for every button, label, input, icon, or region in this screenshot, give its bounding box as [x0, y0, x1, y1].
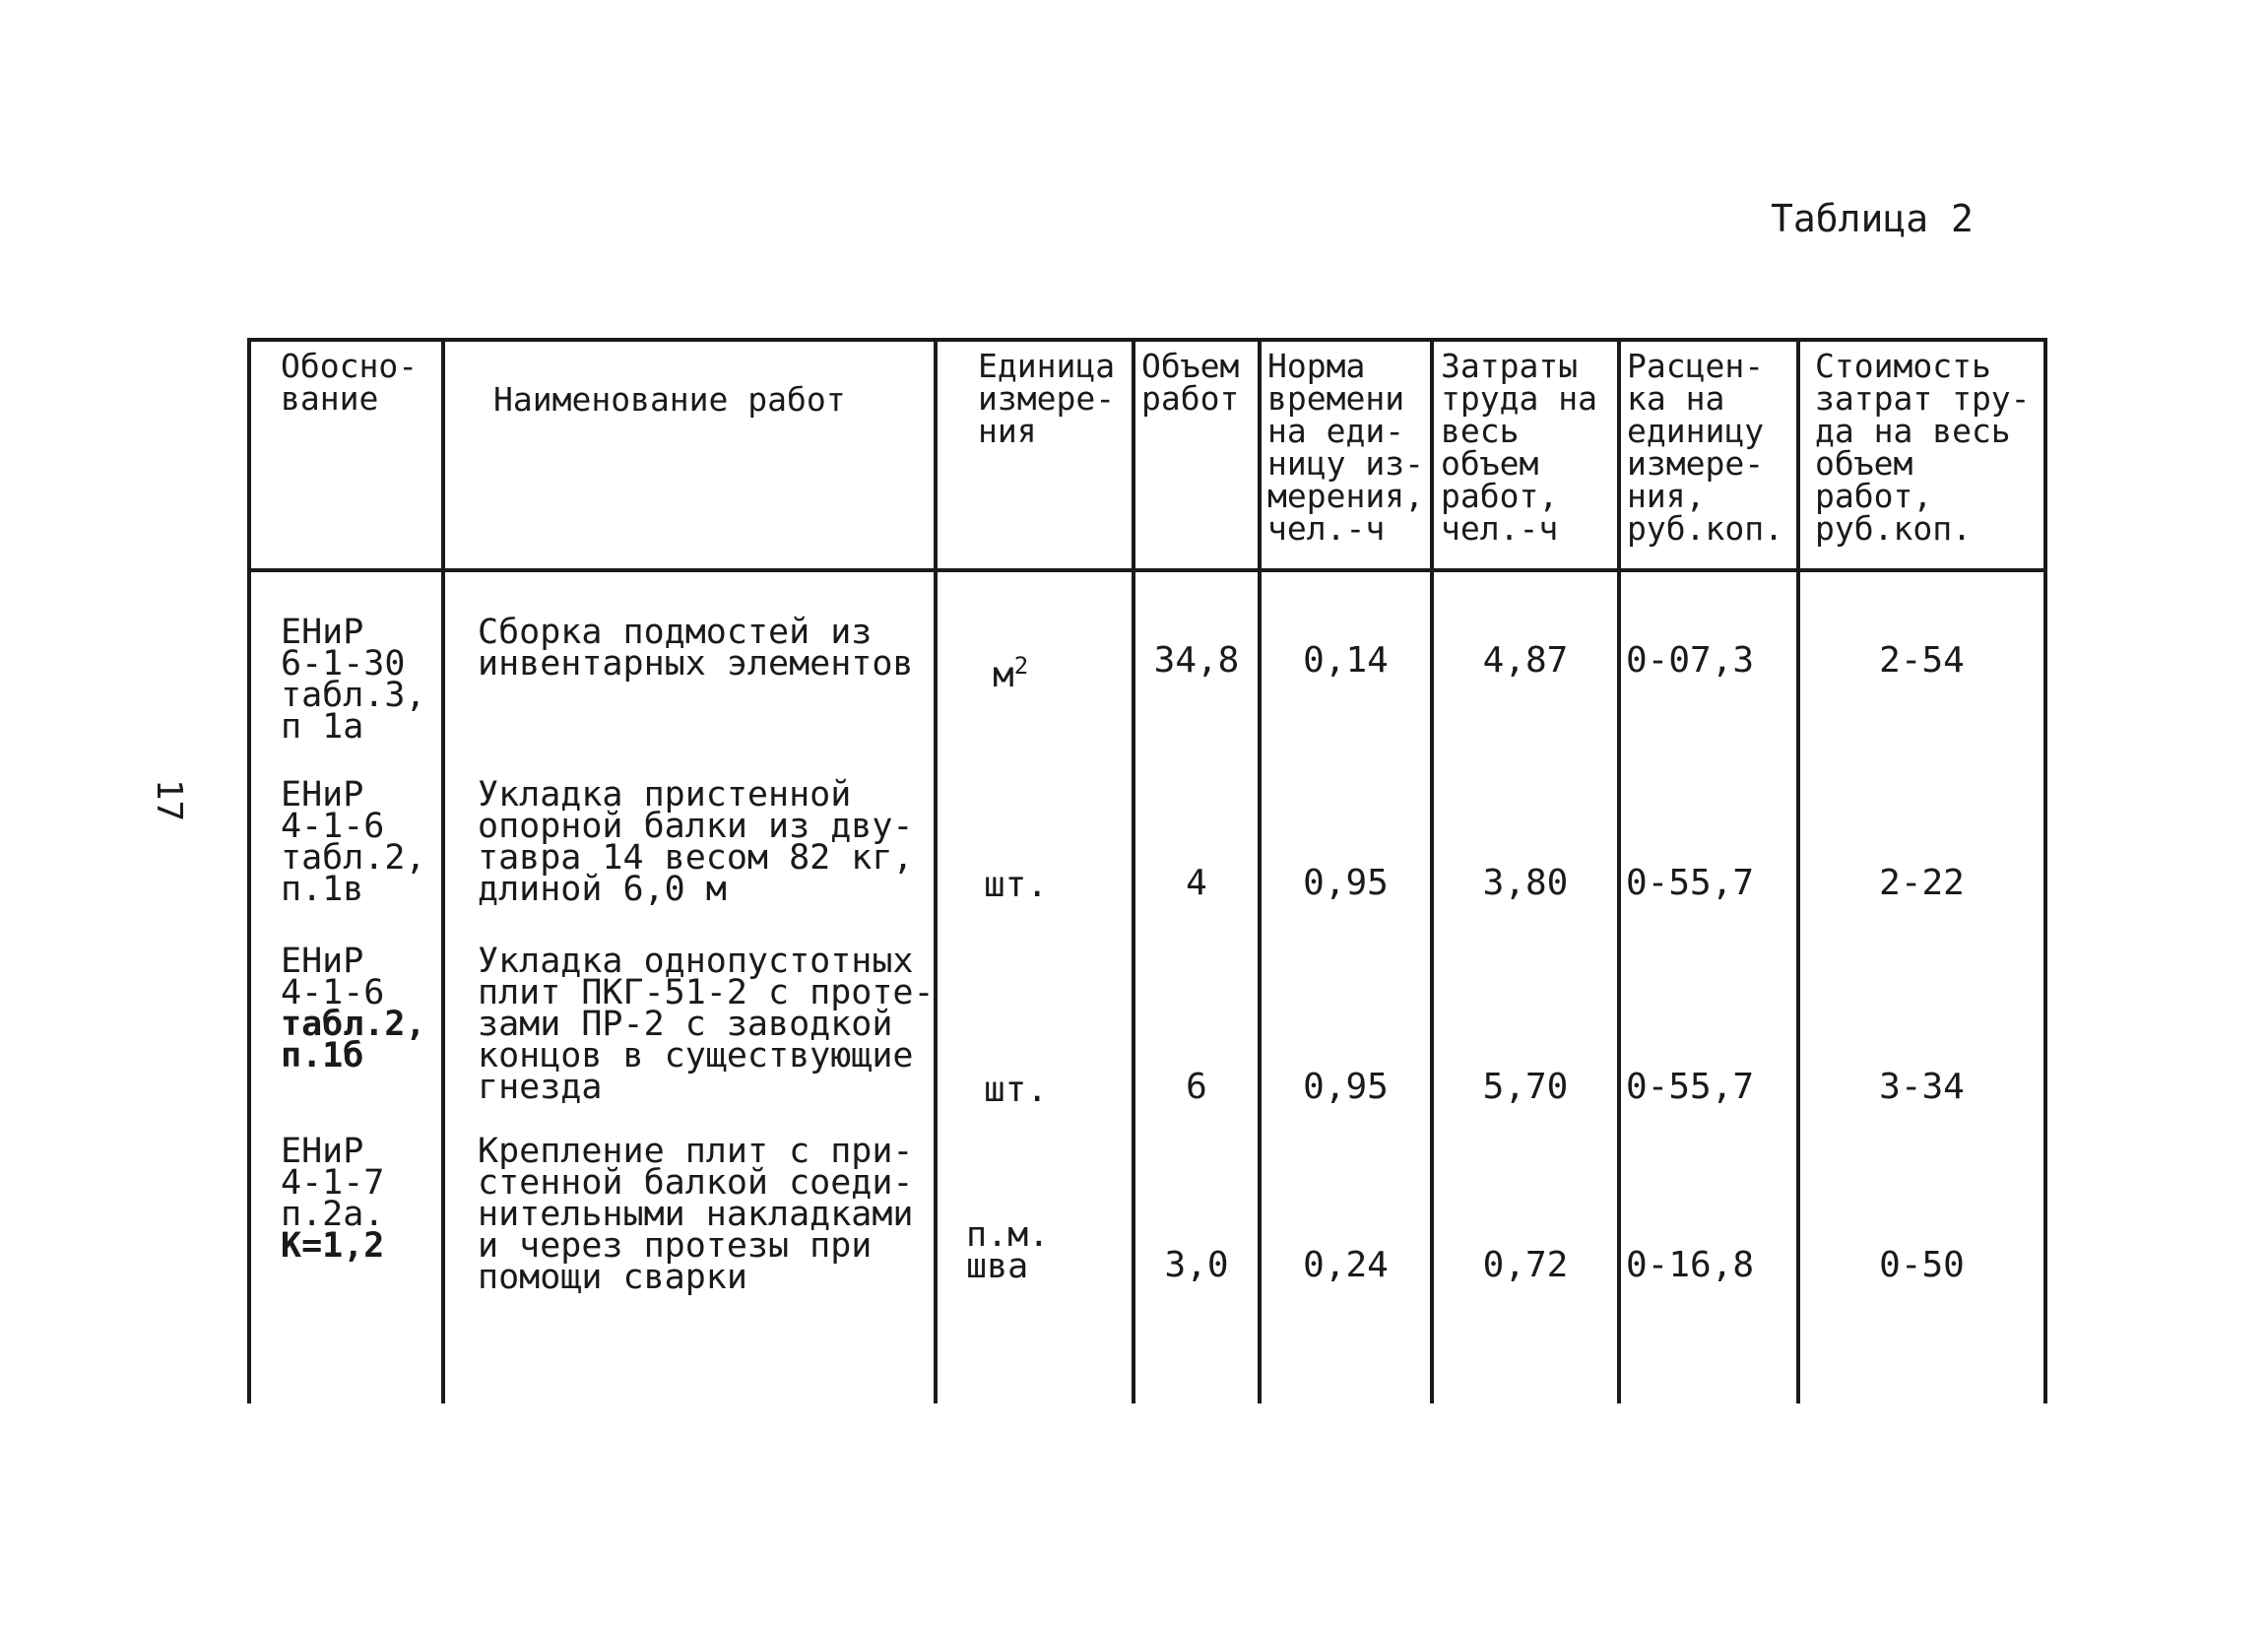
- column-divider: [934, 338, 938, 1403]
- row-work-name: Крепление плит с при- стенной балкой соеди- нительными накладками и через протезы при помощи сварки: [478, 1132, 914, 1297]
- row-time-norm: 0,95: [1303, 1067, 1389, 1107]
- work-cost-table: [247, 338, 2047, 1403]
- row-cost: 2-54: [1879, 640, 1965, 681]
- row-labor-total: 0,72: [1482, 1245, 1569, 1285]
- header-bottom-rule: [247, 568, 2047, 572]
- row-volume: 3,0: [1164, 1245, 1229, 1285]
- row-rate: 0-55,7: [1626, 1067, 1755, 1107]
- header-labor-total: Затраты труда на весь объем работ, чел.-ч: [1441, 347, 1597, 548]
- row-unit: п.м. шва: [966, 1215, 1050, 1286]
- header-volume: Объем работ: [1141, 347, 1240, 418]
- header-work-name: Наименование работ: [493, 380, 846, 419]
- row-labor-total: 3,80: [1482, 863, 1569, 903]
- table-caption: Таблица 2: [1771, 197, 1974, 240]
- header-rate: Расцен- ка на единицу измере- ния, руб.коп.: [1627, 347, 1783, 548]
- row-time-norm: 0,14: [1303, 640, 1389, 681]
- row-unit: шт.: [984, 1070, 1049, 1110]
- row-unit: $м^2$: [993, 652, 1029, 695]
- row-rate: 0-16,8: [1626, 1245, 1755, 1285]
- row-basis: ЕНиР 4-1-7 п.2а. К=1,2: [281, 1132, 385, 1266]
- row-time-norm: 0,95: [1303, 863, 1389, 903]
- row-work-name: Укладка пристенной опорной балки из дву- тавра 14 весом 82 кг, длиной 6,0 м: [478, 775, 914, 909]
- row-labor-total: 5,70: [1482, 1067, 1569, 1107]
- row-basis: ЕНиР 4-1-6 табл.2, п.1в: [281, 775, 426, 909]
- row-time-norm: 0,24: [1303, 1245, 1389, 1285]
- row-volume: 6: [1186, 1067, 1207, 1107]
- row-cost: 0-50: [1879, 1245, 1965, 1285]
- row-rate: 0-07,3: [1626, 640, 1755, 681]
- row-cost: 2-22: [1879, 863, 1965, 903]
- row-basis: ЕНиР 4-1-6 табл.2, п.1б: [281, 942, 426, 1075]
- header-time-norm: Норма времени на еди- ницу из- мерения, чел.-ч: [1267, 347, 1424, 548]
- row-labor-total: 4,87: [1482, 640, 1569, 681]
- header-cost: Стоимость затрат тру- да на весь объем работ, руб.коп.: [1815, 347, 2031, 548]
- page-number: 17: [149, 778, 190, 822]
- row-work-name: Сборка подмостей из инвентарных элементов: [478, 613, 914, 684]
- row-volume: 4: [1186, 863, 1207, 903]
- row-work-name: Укладка однопустотных плит ПКГ-51-2 с проте- зами ПР-2 с заводкой концов в существующие гнезда: [478, 942, 935, 1107]
- table-top-rule: [247, 338, 2047, 342]
- row-unit: шт.: [984, 865, 1049, 905]
- row-cost: 3-34: [1879, 1067, 1965, 1107]
- column-divider: [441, 338, 445, 1403]
- column-divider: [1617, 338, 1621, 1403]
- header-basis: Обосно- вание: [281, 347, 419, 418]
- row-basis: ЕНиР 6-1-30 табл.3, п 1а: [281, 613, 426, 747]
- header-unit: Единица измере- ния: [978, 347, 1116, 450]
- row-volume: 34,8: [1153, 640, 1240, 681]
- row-rate: 0-55,7: [1626, 863, 1755, 903]
- column-divider: [247, 338, 251, 1403]
